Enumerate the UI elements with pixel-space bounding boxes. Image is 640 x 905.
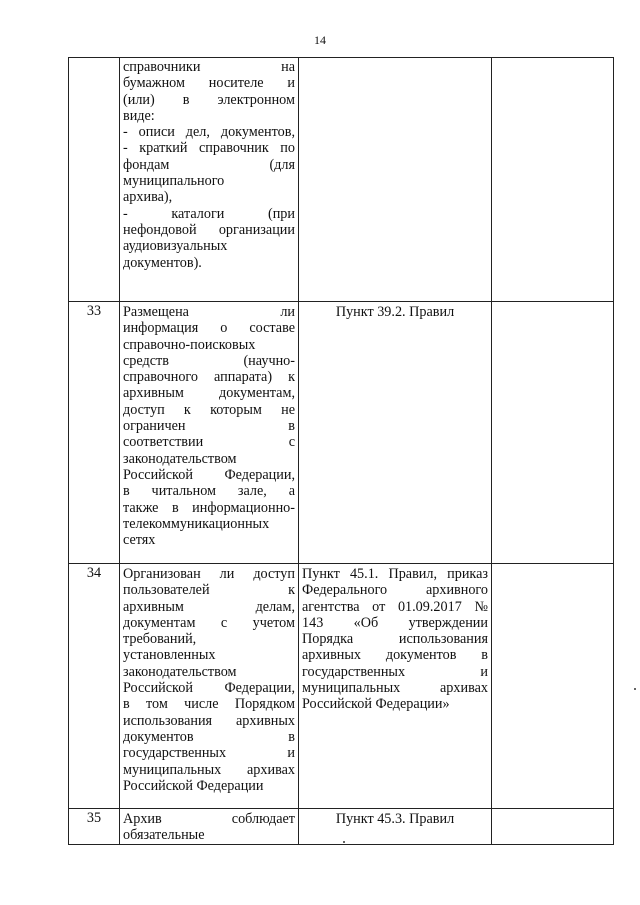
question-text-line: сетях	[123, 532, 156, 549]
question-text-line: государственных и	[123, 745, 295, 762]
question-text-line: Размещена ли	[123, 304, 295, 320]
reference-cell	[299, 302, 492, 564]
reference-text-line: агентства от 01.09.2017 №	[302, 598, 488, 615]
reference-text-line: архивных документов в	[302, 647, 488, 664]
question-text-line: Российской Федерации,	[123, 466, 295, 483]
question-text-line: архива),	[123, 189, 173, 206]
page-number: 14	[314, 33, 326, 47]
reference-text-line: Пункт 45.1. Правил, приказ	[302, 566, 488, 582]
question-text-line: телекоммуникационных	[123, 515, 270, 532]
reference-cell	[299, 58, 492, 302]
question-text-line: фондам (для	[123, 156, 295, 173]
row-number	[69, 58, 120, 302]
question-text-line: доступ к которым не	[123, 401, 295, 418]
question-text-line: документов в	[123, 728, 295, 745]
scan-speck	[343, 841, 345, 843]
answer-cell	[492, 58, 614, 302]
question-text-line: - описи дел, документов,	[123, 124, 295, 141]
question-text-line: (или) в электронном	[123, 91, 295, 108]
question-text-line: справочно-поисковых	[123, 336, 256, 353]
question-text-line: муниципальных архивах	[123, 761, 295, 778]
question-text-line: справочники на	[123, 59, 295, 75]
reference-text-line: Пункт 45.3. Правил	[335, 811, 455, 827]
reference-text-line: Федерального архивного	[302, 582, 488, 599]
question-text-line: обязательные	[123, 827, 205, 844]
question-cell	[120, 58, 299, 302]
table-row	[69, 58, 614, 302]
question-text-line: виде:	[123, 107, 155, 124]
question-text-line: соответствии с	[123, 434, 295, 451]
question-text-line: справочного аппарата) к	[123, 369, 295, 386]
question-text-line: в читальном зале, а	[123, 483, 295, 500]
question-text-line: также в информационно-	[123, 499, 295, 516]
question-text-line: - краткий справочник по	[123, 140, 295, 157]
reference-text-line: муниципальных архивах	[302, 680, 488, 697]
table-row	[69, 809, 614, 845]
reference-text-line: 143 «Об утверждении	[302, 614, 488, 631]
question-text-line: использования архивных	[123, 712, 295, 729]
question-text-line: в том числе Порядком	[123, 696, 295, 713]
row-number: 35	[69, 809, 120, 845]
reference-cell	[299, 564, 492, 809]
question-text-line: требований,	[123, 631, 197, 648]
question-text-line: муниципального	[123, 173, 225, 190]
question-text-line: Российской Федерации	[123, 777, 264, 794]
question-text-line: нефондовой организации	[123, 221, 295, 238]
reference-text-line: Пункт 39.2. Правил	[335, 304, 455, 320]
reference-text-line: Российской Федерации»	[302, 696, 450, 713]
answer-cell	[492, 302, 614, 564]
question-text-line: архивным делам,	[123, 598, 295, 615]
question-text-line: пользователей к	[123, 582, 295, 599]
question-cell	[120, 809, 299, 845]
question-text-line: законодательством	[123, 450, 237, 467]
table-row	[69, 302, 614, 564]
row-number: 33	[69, 302, 120, 564]
question-text-line: - каталоги (при	[123, 205, 295, 222]
row-number: 34	[69, 564, 120, 809]
question-text-line: законодательством	[123, 663, 237, 680]
question-text-line: документов).	[123, 254, 202, 271]
scan-speck	[634, 688, 636, 690]
table-body	[69, 58, 614, 845]
question-text-line: документам с учетом	[123, 614, 295, 631]
question-cell	[120, 564, 299, 809]
reference-cell	[299, 809, 492, 845]
checklist-table	[68, 57, 614, 845]
answer-cell	[492, 809, 614, 845]
question-text-line: Организован ли доступ	[123, 566, 295, 582]
question-text-line: Российской Федерации,	[123, 680, 295, 697]
question-text-line: установленных	[123, 647, 216, 664]
reference-text-line: государственных и	[302, 663, 488, 680]
question-text-line: ограничен в	[123, 418, 295, 435]
question-text-line: Архив соблюдает	[123, 811, 295, 827]
question-text-line: средств (научно-	[123, 352, 295, 369]
table-row	[69, 564, 614, 809]
question-text-line: архивным документам,	[123, 385, 295, 402]
answer-cell	[492, 564, 614, 809]
reference-text-line: Порядка использования	[302, 631, 488, 648]
question-text-line: бумажном носителе и	[123, 75, 295, 92]
question-cell	[120, 302, 299, 564]
question-text-line: информация о составе	[123, 320, 295, 337]
question-text-line: аудиовизуальных	[123, 238, 228, 255]
